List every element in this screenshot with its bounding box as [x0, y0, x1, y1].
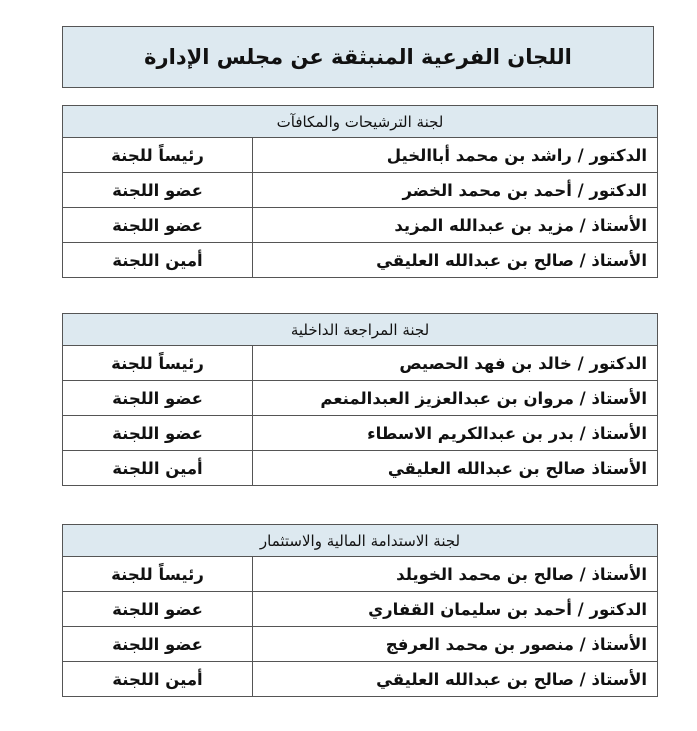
member-role: رئيساً للجنة: [63, 346, 253, 381]
member-name: الأستاذ صالح بن عبدالله العليقي: [253, 451, 658, 486]
member-row: [63, 381, 658, 416]
member-role: أمين اللجنة: [63, 451, 253, 486]
member-row: [63, 173, 658, 208]
member-role: عضو اللجنة: [63, 208, 253, 243]
member-role: عضو اللجنة: [63, 381, 253, 416]
member-row: [63, 346, 658, 381]
member-name: الدكتور / خالد بن فهد الحصيص: [253, 346, 658, 381]
member-name: الأستاذ / صالح بن عبدالله العليقي: [253, 243, 658, 278]
member-name: الأستاذ / مروان بن عبدالعزيز العبدالمنعم: [253, 381, 658, 416]
member-row: [63, 416, 658, 451]
member-name: الأستاذ / صالح بن عبدالله العليقي: [253, 662, 658, 697]
member-name: الأستاذ / صالح بن محمد الخويلد: [253, 557, 658, 592]
committee-table-internal-audit: [62, 313, 658, 486]
member-name: الأستاذ / مزيد بن عبدالله المزيد: [253, 208, 658, 243]
member-row: [63, 243, 658, 278]
committee-table-sustainability: [62, 524, 658, 697]
member-row: [63, 592, 658, 627]
committee-header: لجنة المراجعة الداخلية: [63, 314, 658, 346]
member-name: الأستاذ / بدر بن عبدالكريم الاسطاء: [253, 416, 658, 451]
member-row: [63, 662, 658, 697]
member-role: عضو اللجنة: [63, 416, 253, 451]
member-row: [63, 138, 658, 173]
member-role: أمين اللجنة: [63, 662, 253, 697]
committee-header: لجنة الاستدامة المالية والاستثمار: [63, 525, 658, 557]
committee-header: لجنة الترشيحات والمكافآت: [63, 106, 658, 138]
member-row: [63, 627, 658, 662]
member-row: [63, 208, 658, 243]
member-role: عضو اللجنة: [63, 173, 253, 208]
member-name: الدكتور / أحمد بن سليمان القفاري: [253, 592, 658, 627]
member-role: أمين اللجنة: [63, 243, 253, 278]
member-name: الأستاذ / منصور بن محمد العرفج: [253, 627, 658, 662]
committee-table-nominations: [62, 105, 658, 278]
member-name: الدكتور / أحمد بن محمد الخضر: [253, 173, 658, 208]
member-name: الدكتور / راشد بن محمد أباالخيل: [253, 138, 658, 173]
member-role: رئيساً للجنة: [63, 557, 253, 592]
member-role: عضو اللجنة: [63, 627, 253, 662]
page-title: اللجان الفرعية المنبثقة عن مجلس الإدارة: [62, 26, 654, 88]
member-role: رئيساً للجنة: [63, 138, 253, 173]
member-row: [63, 557, 658, 592]
member-role: عضو اللجنة: [63, 592, 253, 627]
member-row: [63, 451, 658, 486]
